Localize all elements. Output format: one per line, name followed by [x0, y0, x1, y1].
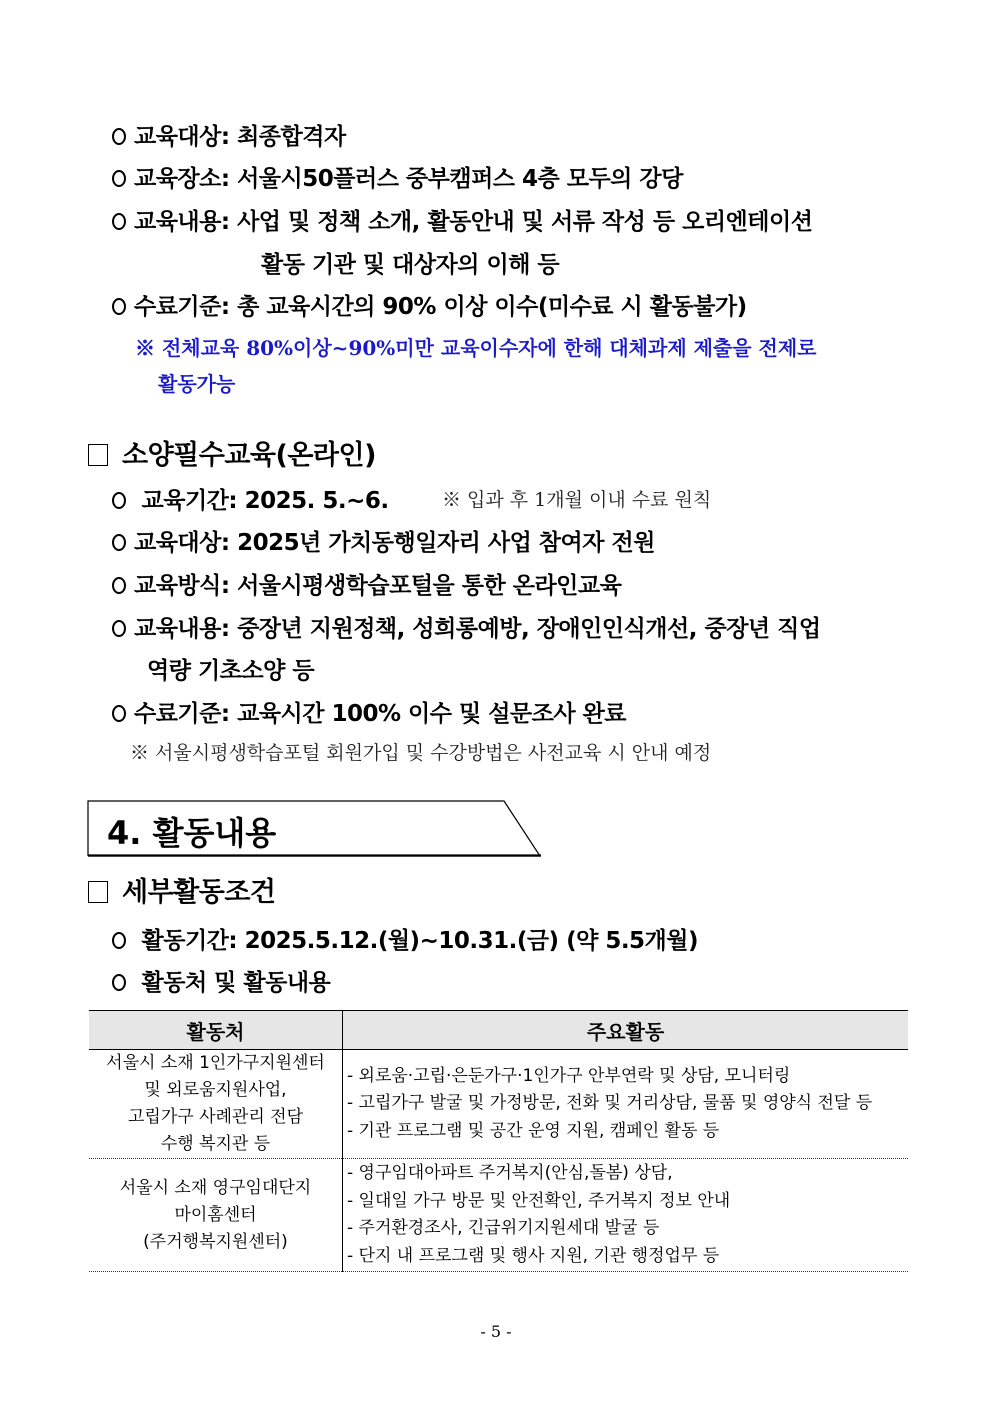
activity-line: - 외로움·고립·은둔가구·1인가구 안부연락 및 상담, 모니터링: [347, 1065, 791, 1086]
item-label: 수료기준:: [134, 701, 230, 727]
activity-line: - 일대일 가구 방문 및 안전확인, 주거복지 정보 안내: [347, 1190, 731, 1211]
circle-bullet-icon: [112, 298, 126, 315]
online-content-cont: 역량 기초소양 등: [147, 658, 315, 684]
activity-line: - 단지 내 프로그램 및 행사 지원, 기관 행정업무 등: [347, 1245, 720, 1266]
item-label: 교육내용:: [134, 209, 230, 235]
square-box-icon: [88, 881, 108, 903]
circle-bullet-icon: [112, 170, 126, 187]
online-period-line: [112, 482, 389, 515]
square-box-icon: [88, 444, 108, 466]
online-content-line: [112, 610, 821, 643]
online-period-note: ※ 입과 후 1개월 이내 수료 원칙: [442, 489, 712, 511]
place-line: 수행 복지관 등: [160, 1134, 271, 1154]
item-label: 교육대상:: [134, 530, 230, 556]
table-header-row: [89, 1011, 908, 1050]
activities-cell: [343, 1050, 909, 1159]
item-label: 교육대상:: [134, 124, 230, 150]
item-text: 활동처 및 활동내용: [141, 970, 331, 996]
place-line: 서울시 소재 1인가구지원센터: [106, 1053, 325, 1073]
page-number: - 5 -: [480, 1322, 512, 1341]
chapter-title: 4. 활동내용: [107, 814, 277, 852]
offline-location-line: [112, 160, 683, 193]
activity-conditions-heading: [88, 870, 276, 909]
online-criteria-line: [112, 695, 626, 728]
place-cell: [89, 1050, 343, 1159]
online-target-line: [112, 524, 655, 557]
item-value: 2025년 가치동행일자리 사업 참여자 전원: [237, 530, 655, 556]
circle-bullet-icon: [112, 534, 126, 551]
item-value: 2025. 5.~6.: [244, 488, 389, 514]
item-value: 서울시평생학습포털을 통한 온라인교육: [237, 573, 622, 599]
activity-period-line: [112, 922, 698, 955]
item-value: 총 교육시간의 90% 이상 이수(미수료 시 활동불가): [237, 294, 747, 320]
place-line: 및 외로움지원사업,: [144, 1080, 287, 1100]
circle-bullet-icon: [112, 620, 126, 637]
activity-line: - 기관 프로그램 및 공간 운영 지원, 캠페인 활동 등: [347, 1120, 720, 1141]
place-line: (주거행복지원센터): [143, 1231, 288, 1252]
circle-bullet-icon: [112, 577, 126, 594]
online-method-line: [112, 567, 621, 600]
place-line: 서울시 소재 영구임대단지: [119, 1177, 312, 1198]
offline-note-cont: 활동가능: [158, 372, 236, 396]
circle-bullet-icon: [112, 932, 126, 949]
offline-target-line: [112, 118, 346, 151]
offline-note: ※ 전체교육 80%이상~90%미만 교육이수자에 한해 대체과제 제출을 전제로: [135, 336, 817, 360]
online-training-heading: [88, 433, 376, 472]
offline-content-cont: 활동 기관 및 대상자의 이해 등: [261, 252, 560, 278]
chapter-heading-box: [87, 800, 542, 857]
activity-places-line: [112, 964, 330, 997]
item-label: 수료기준:: [134, 294, 230, 320]
circle-bullet-icon: [112, 213, 126, 230]
online-note: ※ 서울시평생학습포털 회원가입 및 수강방법은 사전교육 시 안내 예정: [130, 742, 712, 764]
place-line: 마이홈센터: [174, 1204, 257, 1225]
table-row: [89, 1159, 908, 1272]
item-label: 교육방식:: [134, 573, 230, 599]
item-value: 중장년 지원정책, 성희롱예방, 장애인인식개선, 중장년 직업: [237, 616, 821, 642]
item-value: 사업 및 정책 소개, 활동안내 및 서류 작성 등 오리엔테이션: [237, 209, 813, 235]
item-value: 최종합격자: [237, 124, 346, 150]
activity-table: [89, 1010, 908, 1272]
activity-line: - 영구임대아파트 주거복지(안심,돌봄) 상담,: [347, 1163, 673, 1183]
item-label: 교육장소:: [134, 166, 230, 192]
table-row: [89, 1050, 908, 1159]
activity-line: - 고립가구 발굴 및 가정방문, 전화 및 거리상담, 물품 및 영양식 전달 등: [347, 1093, 873, 1114]
activities-cell: [343, 1159, 909, 1272]
circle-bullet-icon: [112, 492, 126, 509]
circle-bullet-icon: [112, 974, 126, 991]
item-label: 교육내용:: [134, 616, 230, 642]
heading-text: 세부활동조건: [122, 877, 276, 908]
item-value: 서울시50플러스 중부캠퍼스 4층 모두의 강당: [237, 166, 683, 192]
item-value: 교육시간 100% 이수 및 설문조사 완료: [237, 701, 627, 727]
offline-content-line: [112, 203, 812, 236]
item-label: 교육기간:: [141, 488, 238, 514]
place-line: 고립가구 사례관리 전담: [127, 1107, 304, 1127]
offline-criteria-line: [112, 288, 747, 321]
heading-text: 소양필수교육(온라인): [122, 440, 376, 471]
circle-bullet-icon: [112, 128, 126, 145]
place-cell: [89, 1159, 343, 1272]
activity-line: - 주거환경조사, 긴급위기지원세대 발굴 등: [347, 1218, 660, 1238]
header-place: 활동처: [89, 1011, 343, 1050]
item-text: 활동기간: 2025.5.12.(월)~10.31.(금) (약 5.5개월): [141, 928, 699, 954]
circle-bullet-icon: [112, 705, 126, 722]
header-activities: 주요활동: [343, 1011, 909, 1050]
